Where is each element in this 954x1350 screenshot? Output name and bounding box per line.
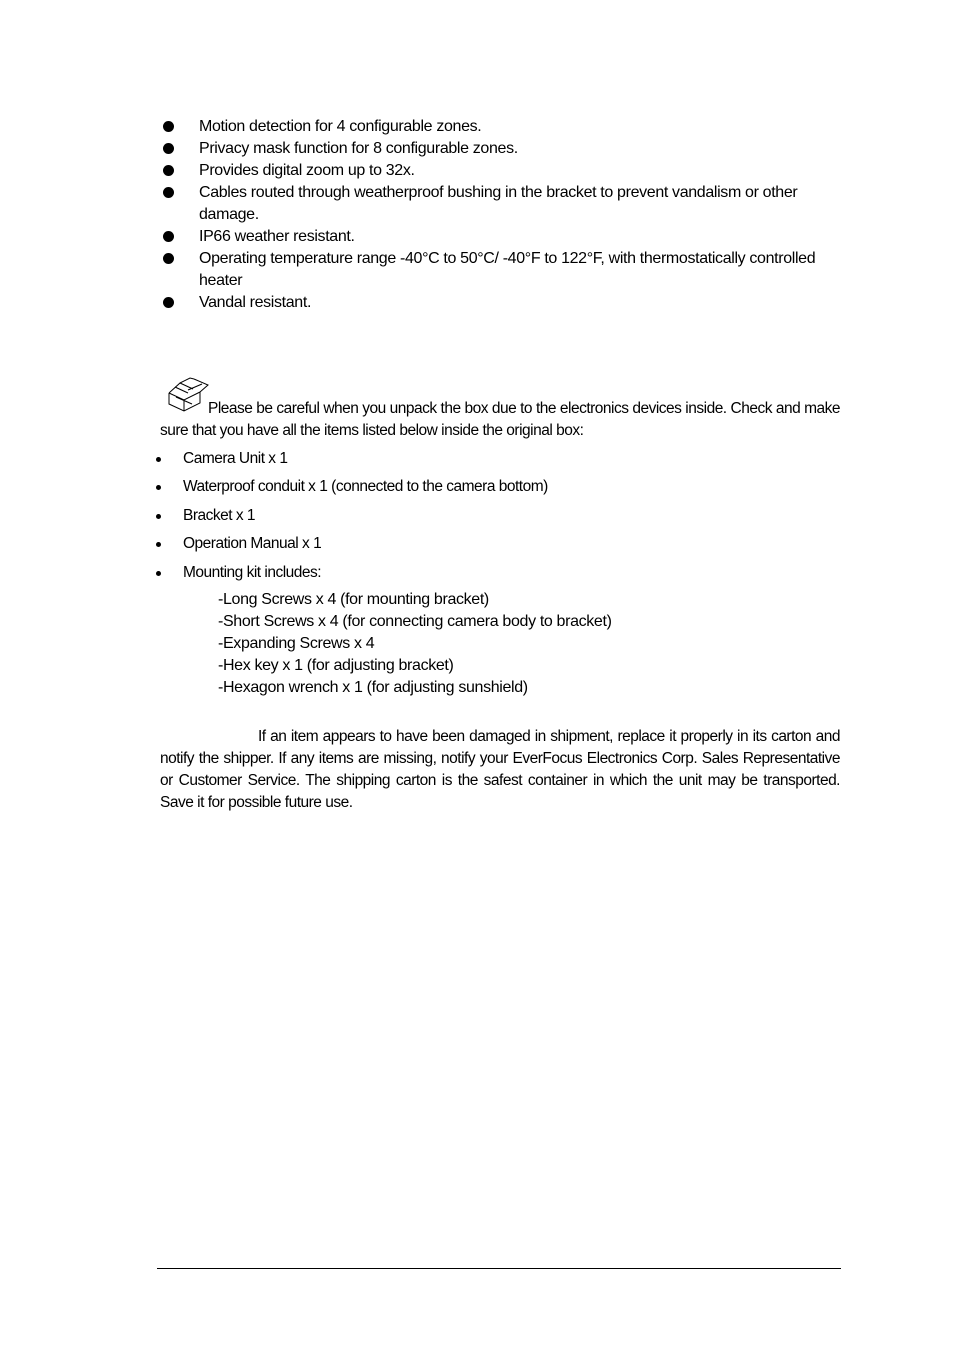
feature-item (160, 226, 840, 248)
damage-notice: If an item appears to have been damaged in shipment, replace it properly in its carton and notify the shipper. If any items are missing, notify your EverFocus Electronics Corp. Sales Representative or Customer Service. The shipping carton is the safest container in which the unit may be transported. Save it for possible future use. (160, 728, 840, 811)
feature-item (160, 160, 840, 182)
bullet-icon (163, 165, 174, 176)
bullet-icon (156, 542, 161, 547)
feature-item (160, 116, 840, 138)
bullet-icon (163, 187, 174, 198)
feature-text: Vandal resistant. (199, 294, 312, 311)
contents-text: Operation Manual x 1 (183, 535, 322, 553)
footer-divider (157, 1268, 841, 1269)
bullet-icon (163, 231, 174, 242)
feature-text: IP66 weather resistant. (199, 228, 355, 245)
bullet-icon (163, 253, 174, 264)
contents-text: Mounting kit includes: (183, 563, 322, 581)
bullet-icon (156, 485, 161, 490)
contents-item (153, 533, 548, 561)
feature-text: Cables routed through weatherproof bushing in the bracket to prevent vandalism or other damage. (199, 184, 798, 223)
bullet-icon (163, 143, 174, 154)
contents-item (153, 562, 548, 590)
feature-text: Motion detection for 4 configurable zones. (199, 118, 482, 135)
feature-item (160, 182, 840, 226)
feature-item (160, 248, 840, 292)
feature-item (160, 138, 840, 160)
kit-item: -Expanding Screws x 4 (218, 635, 375, 652)
contents-item (153, 448, 548, 476)
contents-text: Camera Unit x 1 (183, 450, 288, 467)
bullet-icon (156, 457, 161, 462)
contents-item (153, 476, 548, 504)
contents-item (153, 505, 548, 533)
mounting-kit-list (218, 589, 612, 699)
feature-text: Operating temperature range -40°C to 50°C/ -40°F to 122°F, with thermostatically controlled heater (199, 250, 816, 289)
kit-item: -Hex key x 1 (for adjusting bracket) (218, 657, 454, 674)
package-contents-list (153, 448, 548, 590)
contents-text: Bracket x 1 (183, 506, 256, 524)
unpacking-instructions: Please be careful when you unpack the box due to the electronics devices inside. Check and make sure that you have all the items listed below inside the original box: (160, 400, 840, 439)
bullet-icon (156, 514, 161, 519)
feature-list (160, 116, 840, 314)
bullet-icon (156, 571, 161, 576)
kit-item: -Short Screws x 4 (for connecting camera body to bracket) (218, 613, 612, 630)
bullet-icon (163, 121, 174, 132)
feature-text: Privacy mask function for 8 configurable zones. (199, 140, 518, 157)
kit-item: -Long Screws x 4 (for mounting bracket) (218, 591, 489, 608)
feature-item (160, 292, 840, 314)
contents-text: Waterproof conduit x 1 (connected to the camera bottom) (183, 478, 548, 496)
feature-text: Provides digital zoom up to 32x. (199, 162, 415, 179)
bullet-icon (163, 297, 174, 308)
kit-item: -Hexagon wrench x 1 (for adjusting sunshield) (218, 679, 528, 696)
